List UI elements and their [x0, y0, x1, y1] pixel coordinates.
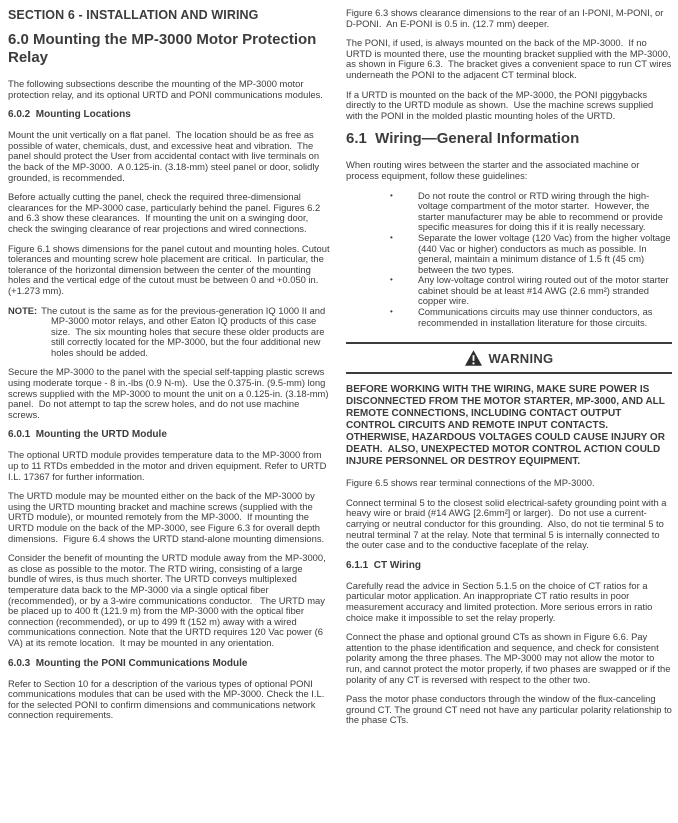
list-item-text: Do not route the control or RTD wiring through the high-voltage compartment of the motor starter. However, the starter manufacturer may be able to recommend or provide specific measures for doing this if it is really necessary. [418, 189, 666, 233]
paragraph: Refer to Section 10 for a description of the various types of optional PONI communications modules that can be used with the MP-3000. Check the I.L. for the selected PONI to confirm dimensions and communications network connection requirements. [8, 677, 327, 721]
note-label: NOTE: [8, 304, 38, 316]
right-column [346, 7, 675, 819]
list-item-text: Communications circuits may use thinner conductors, as recommended in installation literature for those circuits. [418, 306, 656, 328]
bullet-icon: • [390, 307, 393, 317]
paragraph: Before actually cutting the panel, check the required three-dimensional clearances for the MP-3000 case, particularly behind the panel. Figures 6.2 and 6.3 show these clearances. If mounting the unit on a swinging door, check the swinging clearance of rear projections and wired connections. [8, 191, 323, 234]
list-item-text: Separate the lower voltage (120 Vac) from the higher voltage (440 Vac or higher) conductors as much as possible. In general, maintain a minimum distance of 1.5 ft (45 cm) between the two types. [418, 231, 674, 275]
list-item [346, 275, 672, 307]
heading-6-0-2-mounting-locations: 6.0.2 Mounting Locations [8, 109, 131, 121]
paragraph: When routing wires between the starter and the associated machine or process equipment, follow these guidelines: [346, 159, 642, 181]
paragraph: The optional URTD module provides temperature data to the MP-3000 from up to 11 RTDs embedded in the motor and driven equipment. Refer to URTD I.L. 17367 for further information. [8, 449, 330, 482]
guidelines-list [346, 191, 672, 329]
paragraph: Figure 6.5 shows rear terminal connections of the MP-3000. [346, 477, 595, 489]
heading-6-0-3-mounting-poni: 6.0.3 Mounting the PONI Communications Module [8, 657, 248, 669]
bullet-icon: • [390, 275, 393, 285]
paragraph: Carefully read the advice in Section 5.1.5 on the choice of CT ratios for a particular motor application. An inappropriate CT ratio results in poor measurement accuracy and limited protection. More serious errors in ratio choice make it impossible to set the relay properly. [346, 579, 655, 623]
heading-6-0-mounting: 6.0 Mounting the MP-3000 Motor Protection Relay [8, 31, 321, 66]
heading-6-1-wiring: 6.1 Wiring—General Information [346, 130, 580, 148]
note-paragraph [8, 306, 330, 359]
note-text: The cutout is the same as for the previous-generation IQ 1000 II and MP-3000 motor relays, and other Eaton IQ products of this case size. The six mounting holes that secure these older products are still correctly located for the MP-3000, but the four additional new holes should be added. [41, 304, 328, 358]
heading-6-1-1-ct-wiring: 6.1.1 CT Wiring [346, 559, 421, 571]
paragraph: Connect the phase and optional ground CTs as shown in Figure 6.6. Pay attention to the phase identification and sequence, and check for consistent polarity among the three phases. The MP-3000 may not allow the motor to run, and cannot protect the motor properly, if two phases are swapped or if the polarity of any CT is reversed with respect to the other two. [346, 631, 674, 685]
bullet-icon: • [390, 190, 393, 200]
paragraph: Connect terminal 5 to the closest solid electrical-safety grounding point with a heavy wire or braid (#14 AWG [2.6mm²] or larger). Do not use a current-carrying or neutral conductor for this grounding. Also, do not tie terminal 5 to neutral terminal 7 at the relay. Note that terminal 5 is internally connected to the outer case and to the conductive faceplate of the relay. [346, 496, 670, 551]
warning-triangle-icon [465, 350, 482, 366]
paragraph: The PONI, if used, is always mounted on the back of the MP-3000. If no URTD is mounted there, use the mounting bracket supplied with the MP-3000, as shown in Figure 6.3. The bracket gives a convenient space to run CT wires underneath the PONI to the adjacent CT terminal block. [346, 37, 674, 80]
bullet-icon: • [390, 232, 393, 242]
left-column [8, 8, 333, 819]
warning-label: WARNING [488, 350, 554, 366]
paragraph: Figure 6.1 shows dimensions for the panel cutout and mounting holes. Cutout tolerances and mounting screw hole placement are critical. In particular, the tolerance of the horizontal dimension between the center of the mounting holes and the vertical edge of the cutout must be between 0 and +0.050 in. (+1.273 mm). [8, 242, 333, 296]
warning-box [346, 342, 672, 468]
paragraph: Figure 6.3 shows clearance dimensions to the rear of an I-PONI, M-PONI, or D-PONI. An E-PONI is 0.5 in. (12.7 mm) deeper. [346, 7, 666, 29]
list-item [346, 307, 672, 328]
paragraph: Mount the unit vertically on a flat panel. The location should be as free as possible of water, chemicals, dust, and excessive heat and vibration. The panel should protect the User from accidental contact with live terminals on the back of the MP-3000. A 0.125-in. (3.18-mm) steel panel or door, solidly grounded, is recommended. [8, 129, 322, 183]
heading-6-0-1-mounting-urtd: 6.0.1 Mounting the URTD Module [8, 429, 167, 441]
list-item [346, 191, 672, 233]
warning-header [346, 342, 672, 374]
paragraph: Consider the benefit of mounting the URTD module away from the MP-3000, as close as possible to the motor. The RTD wiring, consisting of a large bundle of wires, is thus much shorter. The URTD conveys multiplexed temperature data back to the MP-3000 via a single optical fiber (recommended), or by a 3-wire communications conductor. The URTD may be placed up to 400 ft (121.9 m) from the MP-3000 with the optical fiber connection (recommended), or up to 499 ft (152 m) away with a wired communications connection. Note that the URTD requires 120 Vac power (6 VA) at its remote location. It may be mounted in any orientation. [8, 552, 329, 648]
paragraph: The URTD module may be mounted either on the back of the MP-3000 by using the URTD mounting bracket and machine screws (supplied with the URTD module), or mounted remotely from the MP-3000. If mounting the URTD module on the back of the MP-3000, see Figure 6.3 for overall depth dimensions. Figure 6.4 shows the URTD stand-alone mounting dimensions. [8, 490, 325, 544]
paragraph: Secure the MP-3000 to the panel with the special self-tapping plastic screws using moderate torque - 8 in.-lbs (0.9 N-m). Use the 0.375-in. (9.5-mm) long screws supplied with the MP-3000 to mount the unit on a 0.125-in. (3.18-mm) panel. Do not attempt to tap the screw holes, and do not use machine screws. [8, 366, 332, 420]
paragraph: If a URTD is mounted on the back of the MP-3000, the PONI piggybacks directly to the URTD module as shown. Use the machine screws supplied with the PONI in the molded plastic mounting holes of the URTD. [346, 88, 656, 121]
section-heading: SECTION 6 - INSTALLATION AND WIRING [8, 8, 259, 22]
paragraph: Pass the motor phase conductors through the window of the flux-canceling ground CT. The ground CT need not have any particular polarity relationship to the phase CTs. [346, 693, 675, 726]
list-item [346, 233, 672, 275]
list-item-text: Any low-voltage control wiring routed out of the motor starter cabinet should be at least #14 AWG (2.6 mm²) stranded copper wire. [418, 274, 672, 307]
paragraph: The following subsections describe the mounting of the MP-3000 motor protection relay, and its optional URTD and PONI communications modules. [8, 78, 323, 100]
warning-text: BEFORE WORKING WITH THE WIRING, MAKE SURE POWER IS DISCONNECTED FROM THE MOTOR STARTER, MP-3000, AND ALL REMOTE CONNECTIONS, INCLUDING CONTACT OUTPUT CONTROL CIRCUITS AND REMOTE INPUT CONTACTS. OTHERWISE, HAZARDOUS VOLTAGES COULD CAUSE INJURY OR DEATH. ALSO, UNEXPECTED MOTOR CONTROL ACTION COULD INJURE PERSONNEL OR DESTROY EQUIPMENT. [346, 384, 668, 468]
